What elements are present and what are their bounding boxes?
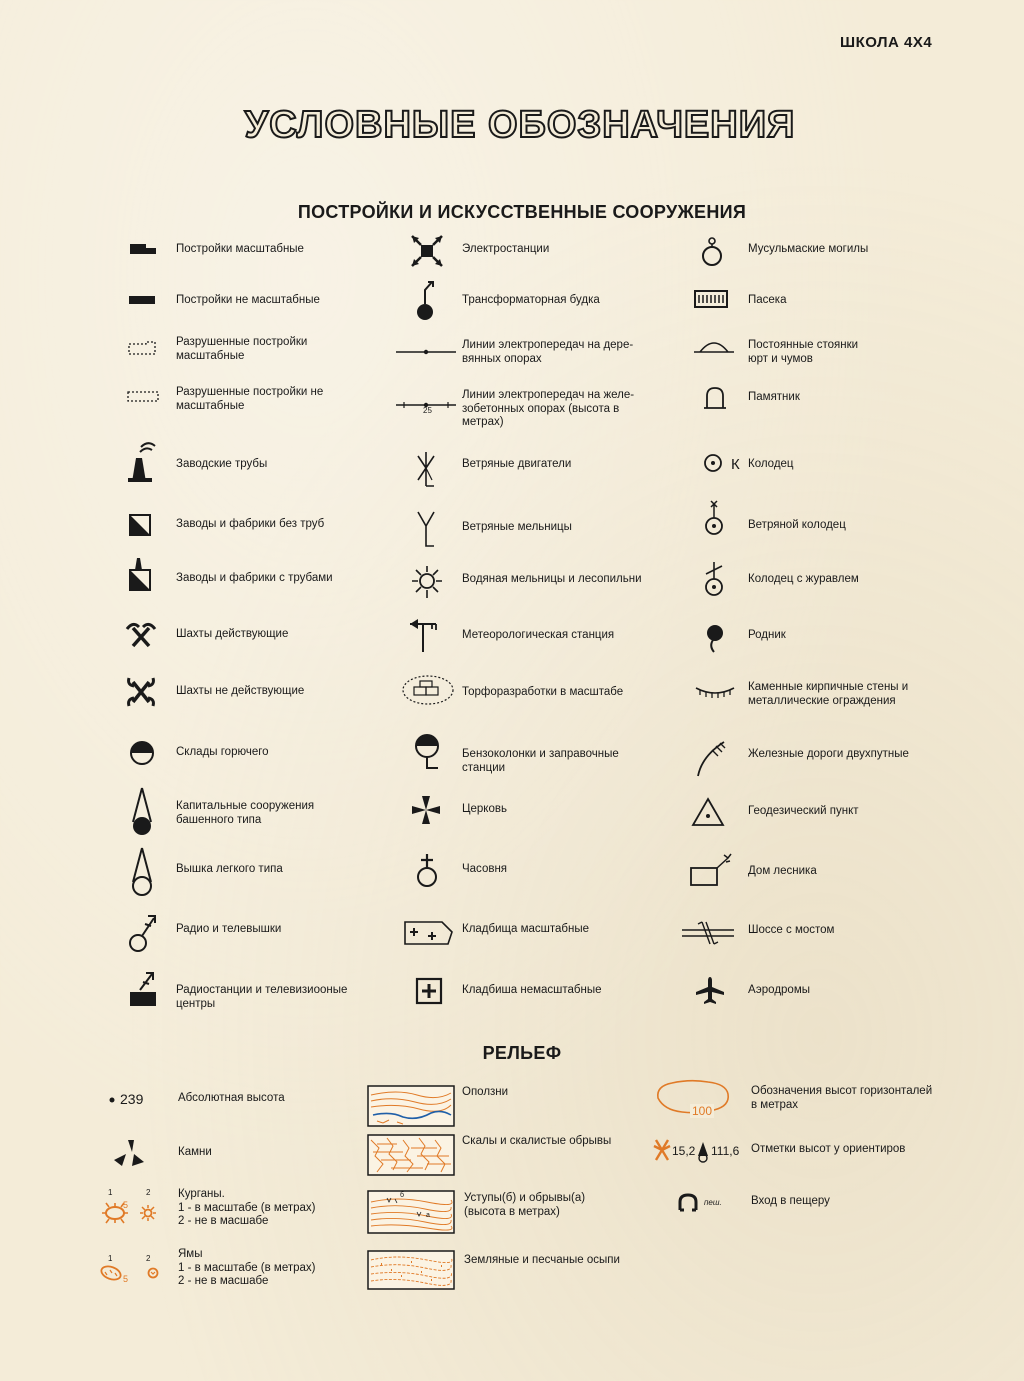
cave-entrance-icon <box>676 1192 700 1212</box>
legend-label: Электростанции <box>462 243 550 255</box>
factory-with-chimney-icon <box>124 554 160 594</box>
landslide-icon <box>367 1085 455 1127</box>
legend-label: Бензоколонки и заправочные станции <box>462 748 619 774</box>
powerline-height: 25 <box>423 406 432 415</box>
muslim-grave-icon <box>696 234 728 270</box>
legend-label: Железные дороги двухпутные <box>748 748 909 760</box>
legend-label: Мусульмаские могилы <box>748 243 869 255</box>
legend-label: Скалы и скалистые обрывы <box>462 1135 612 1147</box>
legend-label: Шахты не действующие <box>176 685 305 697</box>
legend-label: Геодезический пункт <box>748 805 859 817</box>
well-icon <box>698 448 728 478</box>
legend-label: Радиостанции и телевизиооные центры <box>176 984 348 1010</box>
light-tower-icon <box>124 844 160 898</box>
pit-label-2: 2 <box>146 1254 151 1263</box>
legend-label: Метеорологическая станция <box>462 629 615 641</box>
factory-chimney-icon <box>124 436 160 484</box>
pit-label-1: 1 <box>108 1254 113 1263</box>
brand-label: ШКОЛА 4Х4 <box>840 34 933 51</box>
ledge-mark-b: б <box>400 1192 405 1199</box>
legend-label: Курганы. 1 - в масштабе (в метрах) 2 - не в масшабе <box>178 1188 316 1227</box>
stone-wall-icon <box>692 680 738 702</box>
legend-label: Земляные и песчаные осыпи <box>464 1254 620 1266</box>
legend-label: Ветряные мельницы <box>462 521 572 533</box>
windmill-icon <box>410 508 444 550</box>
legend-label: Разрушенные постройки не масштабные <box>176 386 324 412</box>
legend-label: Торфоразработки в масштабе <box>462 686 624 698</box>
spring-icon <box>700 620 730 656</box>
legend-label: Камни <box>178 1146 212 1158</box>
legend-label: Линии электропередач на желе- зобетонных опорах (высота в метрах) <box>462 389 635 428</box>
legend-label: Кладбиша немасштабные <box>462 984 602 996</box>
radio-station-icon <box>124 970 160 1012</box>
factory-no-chimney-icon <box>124 510 160 540</box>
legend-label: Дом лесника <box>748 865 817 877</box>
crane-well-icon <box>700 558 728 602</box>
barrow-label-2: 2 <box>146 1188 151 1197</box>
legend-label: Оползни <box>462 1086 509 1098</box>
scree-icon <box>367 1250 455 1290</box>
legend-label: Шахты действующие <box>176 628 289 640</box>
fuel-storage-icon <box>124 738 160 768</box>
legend-label: Пасека <box>748 294 787 306</box>
ledge-mark-a: а <box>426 1212 430 1219</box>
legend-label: Колодец с журавлем <box>748 573 859 585</box>
tower-structure-icon <box>124 784 160 838</box>
legend-label: Обозначения высот горизонталей в метрах <box>751 1085 933 1111</box>
legend-label: Отметки высот у ориентиров <box>751 1143 906 1155</box>
well-mark: К <box>731 456 740 473</box>
landmark-tower-icon <box>696 1138 710 1164</box>
legend-label: Заводские трубы <box>176 458 268 470</box>
legend-label: Разрушенные постройки масштабные <box>176 336 308 362</box>
legend-label: Аэродромы <box>748 984 811 996</box>
elevation-point-icon <box>106 1094 118 1106</box>
page-title: УСЛОВНЫЕ ОБОЗНАЧЕНИЯ <box>244 104 796 146</box>
legend-label: Ямы 1 - в масштабе (в метрах) 2 - не в масшабе <box>178 1248 316 1287</box>
cliffs-icon <box>367 1134 455 1176</box>
legend-label: Постройки масштабные <box>176 243 304 255</box>
yurt-icon <box>690 336 738 356</box>
cemetery-nonscale-icon <box>414 976 444 1006</box>
weather-station-icon <box>406 616 446 658</box>
legend-label: Церковь <box>462 803 507 815</box>
legend-label: Заводы и фабрики без труб <box>176 518 325 530</box>
legend-label: Радио и телевышки <box>176 923 282 935</box>
legend-label: Вышка легкого типа <box>176 863 283 875</box>
stones-icon <box>110 1136 148 1170</box>
gas-station-icon <box>410 730 446 774</box>
legend-label: Капитальные сооружения башенного типа <box>176 800 315 826</box>
ruined-scale-building-icon <box>124 334 160 364</box>
legend-label: Памятник <box>748 391 800 403</box>
peat-works-icon <box>400 672 456 708</box>
pit-size: 5 <box>123 1274 129 1284</box>
inactive-mine-icon <box>124 674 160 708</box>
legend-label: Постройки не масштабные <box>176 294 320 306</box>
legend-label: Водяная мельницы и лесопильни <box>462 573 642 585</box>
barrow-icon <box>98 1198 162 1228</box>
barrow-label-1: 1 <box>108 1188 113 1197</box>
legend-label: Склады горючего <box>176 746 269 758</box>
ledges-icon <box>367 1190 455 1234</box>
wind-engine-icon <box>410 448 444 490</box>
nonscale-building-icon <box>124 286 160 316</box>
legend-label: Колодец <box>748 458 794 470</box>
monument-icon <box>700 384 730 414</box>
legend-label: Шоссе с мостом <box>748 924 835 936</box>
scale-building-icon <box>124 234 160 264</box>
landmark-value-2: 111,6 <box>711 1144 740 1158</box>
radio-tv-tower-icon <box>124 910 160 956</box>
landmark-value-1: 15,2 <box>672 1144 696 1158</box>
section-title-relief: РЕЛЬЕФ <box>482 1043 562 1063</box>
highway-bridge-icon <box>680 918 736 948</box>
pit-icon <box>96 1262 162 1288</box>
elevation-value: 239 <box>120 1091 144 1107</box>
landmark-height-icon <box>652 1136 672 1164</box>
powerline-wooden-icon <box>396 342 456 362</box>
legend-label: Линии электропередач на дере- вянных опорах <box>462 339 634 365</box>
water-mill-icon <box>410 564 444 600</box>
legend-label: Каменные кирпичные стены и металлические ограждения <box>748 681 909 707</box>
airfield-icon <box>694 974 726 1006</box>
double-railway-icon <box>694 734 734 780</box>
legend-label: Кладбища масштабные <box>462 923 589 935</box>
power-plant-icon <box>410 234 444 268</box>
legend-label: Ветряные двигатели <box>462 458 572 470</box>
wind-well-icon <box>700 496 728 540</box>
legend-label: Вход в пещеру <box>751 1195 830 1207</box>
active-mine-icon <box>124 620 160 650</box>
legend-label: Уступы(б) и обрывы(а) (высота в метрах) <box>464 1192 586 1218</box>
forester-house-icon <box>688 852 734 890</box>
transformer-box-icon <box>410 278 444 322</box>
barrow-size: 5 <box>123 1200 129 1210</box>
geodetic-point-icon <box>690 796 726 828</box>
section-title-buildings: ПОСТРОЙКИ И ИСКУССТВЕННЫЕ СООРУЖЕНИЯ <box>297 202 747 222</box>
church-icon <box>408 792 444 828</box>
legend-label: Родник <box>748 629 786 641</box>
legend-label: Абсолютная высота <box>178 1092 285 1104</box>
legend-label: Заводы и фабрики с трубами <box>176 572 333 584</box>
apiary-icon <box>692 288 732 312</box>
cemetery-scale-icon <box>402 918 456 948</box>
legend-label: Постоянные стоянки юрт и чумов <box>748 339 859 365</box>
legend-label: Трансформаторная будка <box>462 294 600 306</box>
legend-label: Часовня <box>462 863 508 875</box>
cave-note: пеш. <box>704 1198 722 1207</box>
chapel-icon <box>410 850 444 890</box>
legend-label: Ветряной колодец <box>748 519 846 531</box>
contour-value: 100 <box>692 1104 713 1118</box>
ruined-nonscale-building-icon <box>124 384 160 414</box>
